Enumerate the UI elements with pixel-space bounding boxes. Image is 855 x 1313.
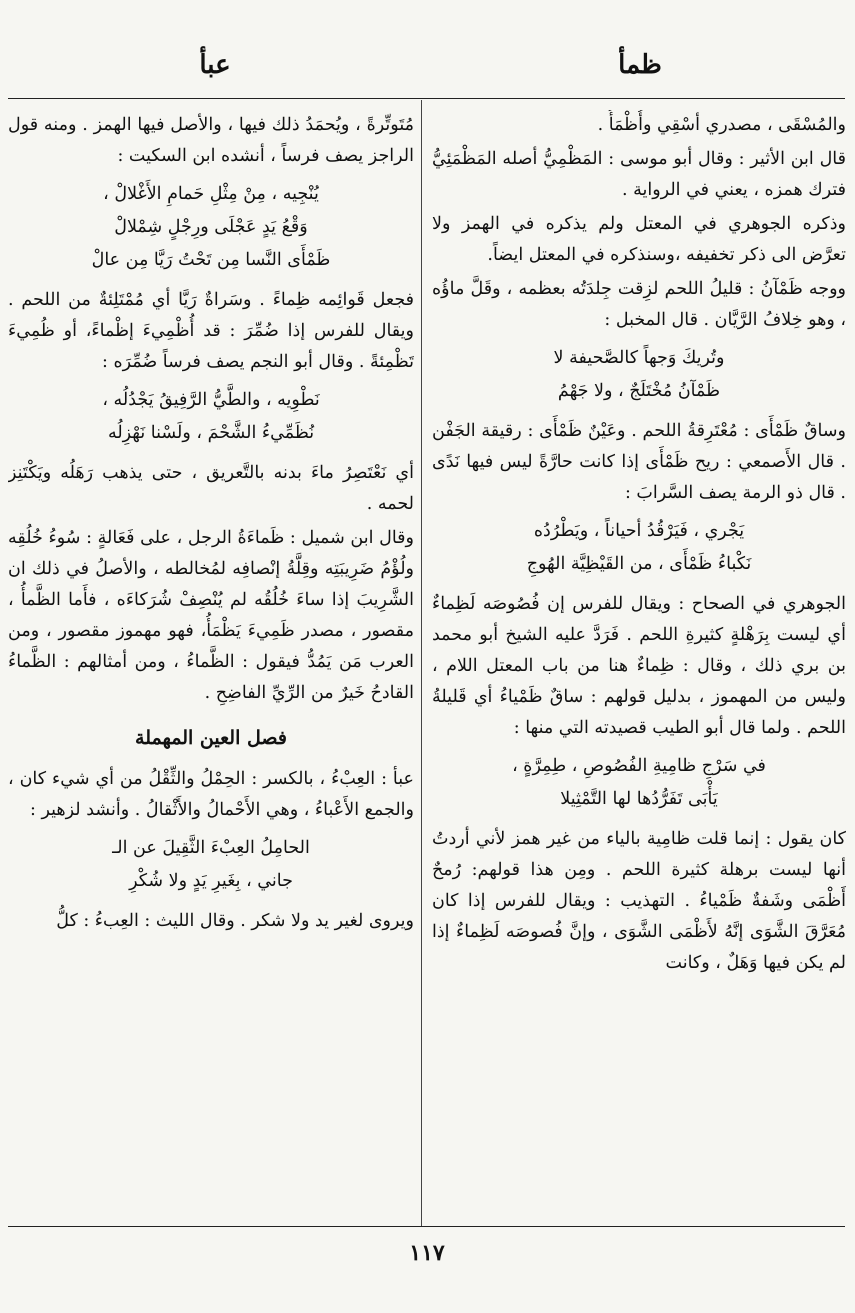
paragraph: ويروى لغير يد ولا شكر . وقال الليث : العِبءُ : كلُّ (56, 911, 414, 931)
right-column (432, 110, 846, 1220)
paragraph: أي نَعْتَصِرُ ماءَ بدنه بالتَّعريق ، حتى يذهب رَهَلُه ويَكْتَنِز لحمه . (8, 463, 414, 514)
verse-line: وَقْعُ يَدٍ عَجْلَى ورِجْلٍ شِمْلالْ (114, 217, 308, 237)
paragraph: قال ابن الأثير : وقال أبو موسى : المَظْمِيُّ أصله المَظْمَئِيُّ فترك همزه ، يعني في الرواية . (432, 149, 846, 200)
verse (8, 832, 414, 898)
paragraph: مُتَوتِّرةً ، ويُحمَدُ ذلك فيها ، والأصل فيها الهمز . ومنه قول الراجز يصف فرساً ، أنشده ابن السكيت : (8, 115, 414, 166)
paragraph: عبأ : العِبْءُ ، بالكسر : الحِمْلُ والثِّقْلُ من أي شيء كان ، والجمع الأَعْباءُ ، وهي الأَحْمالُ والأَثْقالُ . وأنشد لزهير : (8, 769, 414, 820)
verse-line: يَأْبَى تَفَرُّدُها لها التَّمْثِيلا (560, 789, 718, 809)
paragraph: فجعل قَوائِمه ظِماءً . وسَراةٌ رَيَّا أي مُمْتَلِئةٌ من اللحم . ويقال للفرس إذا ضُمِّرَ : قد أُظْمِيءَ إظْماءً، أو ظُمِيءَ تَظْمِئةً . وقال أبو النجم يصف فرساً ضُمِّرَه : (8, 290, 414, 372)
verse-line: وتُريكَ وَجهاً كالصَّحيفة لا (553, 348, 725, 368)
paragraph: وقال ابن شميل : ظَماءَةُ الرجل ، على فَعَالةٍ : سُوءُ خُلُقِه ولُؤْمُ ضَرِيبَتِه وقِلَّةُ إنْصافِه لمُخالطه ، والأصلُ في ذلك ان الشَّرِيبَ إذا ساءَ خُلُقُه لم يُنْصِفْ شُرَكاءَه ، فأَما الظَّمأُ ، مقصور ، مصدر ظَمِيءَ يَظْمَأُ، فهو مهموز مقصور ، ومن العرب مَن يَمُدُّ فيقول : الظَّماءُ ، ومن أمثالهم : الظَّماءُ القادحُ خَيرٌ من الرِّيِّ الفاضِحِ . (8, 528, 414, 703)
page-number: ١١٧ (409, 1240, 445, 1266)
verse-line: جاني ، بِغَيرِ يَدٍ ولا شُكْرِ (129, 871, 293, 891)
left-column (8, 110, 414, 1220)
verse (432, 342, 846, 408)
verse-line: يُنْجِيه ، مِنْ مِثْلِ حَمامِ الأَغْلالْ ، (103, 184, 319, 204)
header-word-left: عبأ (199, 50, 231, 80)
bottom-rule (8, 1226, 845, 1227)
paragraph: وساقٌ ظَمْأَى : مُعْتَرِقةُ اللحم . وعَيْنٌ ظَمْأَى : رقيقة الجَفْن . قال الأَصمعي : ريح ظَمْأَى إذا كانت حارَّةً ليس فيها نَدًى . قال ذو الرمة يصف السَّرابَ : (432, 421, 846, 503)
verse-line: في سَرْجِ ظامِيةِ الفُصُوصِ ، طِمِرَّةٍ ، (512, 756, 766, 776)
verse (432, 515, 846, 581)
verse (8, 178, 414, 277)
verse-line: الحامِلُ العِبْءَ الثَّقِيلَ عن الـ (112, 838, 310, 858)
paragraph: وذكره الجوهري في المعتل ولم يذكره في الهمز ولا تعرَّض الى ذكر تخفيفه ،وسنذكره في المعتل ايضاً. (432, 214, 846, 265)
verse-line: يَجْري ، فَيَرْقُدُ أحياناً ، ويَطْرُدُه (533, 521, 745, 541)
verse-line: ظَمْآنُ مُخْتَلَجٌ ، ولا جَهْمُ (557, 381, 721, 401)
verse-line: نُظَمِّيءُ الشَّحْمَ ، ولَسْنا نَهْزِلُه (107, 423, 315, 443)
paragraph: والمُسْقَى ، مصدري أسْقِي وأُظْمَأُ . (597, 115, 846, 135)
verse-line: نَطْوِيه ، والطَّيُّ الرَّفِيقُ يَجْدُلُه ، (102, 390, 320, 410)
header-word-right: ظمأ (618, 50, 662, 80)
verse-line: ظَمْأَى النَّسا مِن تَحْتُ رَيَّا مِن عالْ (91, 250, 331, 270)
column-divider (421, 100, 422, 1226)
verse (432, 750, 846, 816)
verse (8, 384, 414, 450)
verse-line: نَكْباءُ ظَمْأَى ، من القَيْظِيَّة الهُوجِ (526, 554, 752, 574)
section-title: فصل العين المهملة (135, 727, 287, 749)
paragraph: الجوهري في الصحاح : ويقال للفرس إن فُصُوصَه لَظِماءٌ أي ليست بِرَهْلةٍ كثيرةِ اللحم . فَرَدَّ عليه الشيخ أبو محمد بن بري ذلك ، وقال : ظِماءٌ هنا من باب المعتل اللام ، وليس من المهموز ، بدليل قولهم : ساقٌ ظَمْياءُ أي قَليلةُ اللحم . ولما قال أبو الطيب قصيدته التي منها : (432, 594, 846, 738)
paragraph: كان يقول : إنما قلت ظامِية بالياء من غير همز لأني أردتُ أنها ليست برهلة كثيرة اللحم . ومِن هذا قولهم: رُمحٌ أَظْمَى وشَفةٌ ظَمْياءُ . التهذيب : ويقال للفرس إذا كان مُعَرَّقَ الشَّوَى إنَّهُ لأَظْمَى الشَّوَى ، وإنَّ فُصوصَه لَظِماءٌ إذا لم يكن فيها وَهَلٌ ، وكانت (432, 829, 846, 973)
top-rule (8, 98, 845, 99)
paragraph: ووجه ظَمْآنُ : قليلُ اللحم لزِقت جِلدَتُه بعظمه ، وقَلَّ ماؤُه ، وهو خِلافُ الرَّيَّان . قال المخبل : (432, 279, 846, 330)
